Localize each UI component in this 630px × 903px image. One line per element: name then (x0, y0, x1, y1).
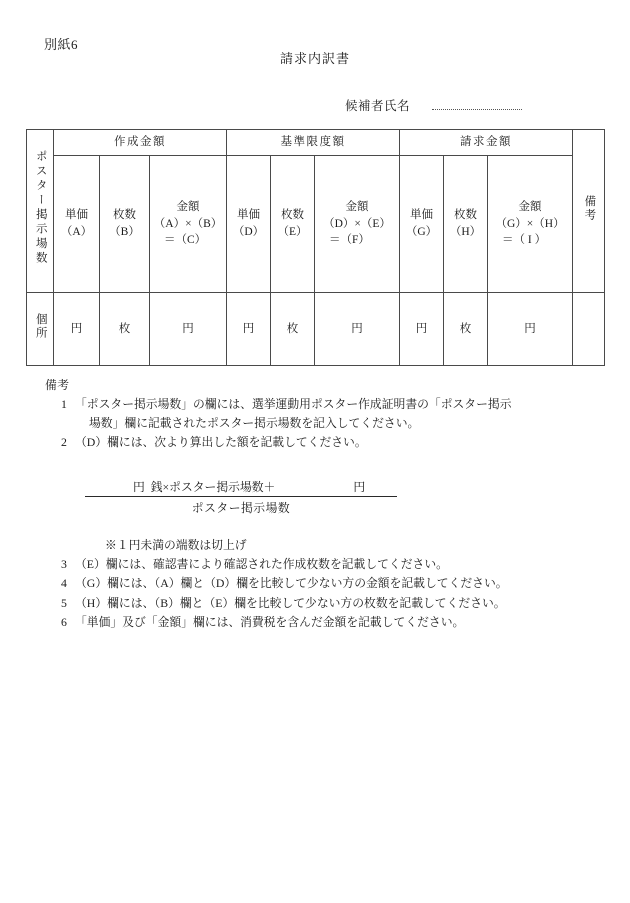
cell-amount-i[interactable]: 円 (488, 293, 573, 366)
row-header-poster-sites-label: ポスター掲示場数 (34, 150, 47, 267)
cell-sheets-e[interactable]: 枚 (271, 293, 315, 366)
subheader-amount-c-line1: 金額 (176, 200, 200, 213)
note-number-1: 1 (61, 397, 67, 412)
subheader-unit-price-d (227, 156, 271, 293)
subheader-sheets-b-line2: （B） (109, 226, 140, 238)
subheader-amount-c-line2: （A）×（B） (153, 217, 223, 230)
subheader-sheets-h-line2: （H） (449, 226, 482, 238)
note-text-2: （D）欄には、次より算出した額を記載してください。 (75, 434, 367, 449)
note-number-2: 2 (61, 434, 67, 449)
subheader-unit-price-a (54, 156, 100, 293)
subheader-sheets-b (100, 156, 150, 293)
column-header-remarks (573, 130, 605, 293)
group-header-claim-amount (400, 130, 573, 156)
formula-rounding-note: ※１円未満の端数は切上げ (105, 538, 247, 552)
calculation-formula (85, 478, 397, 516)
formula-sen-expression: 銭×ポスター掲示場数＋ (150, 480, 276, 494)
subheader-amount-c-line3: ＝（C） (164, 234, 207, 247)
note-number-4: 4 (61, 576, 67, 591)
subheader-sheets-e-line1: 枚数 (281, 209, 305, 222)
table-group-header-row (27, 130, 605, 156)
group-header-standard-limit (227, 130, 400, 156)
note-text-3: （E）欄には、確認書により確認された作成枚数を記載してください。 (75, 557, 448, 571)
cell-amount-c[interactable]: 円 (150, 293, 227, 366)
group-header-standard-limit-label: 基準限度額 (280, 136, 346, 149)
subheader-unit-price-a-line1: 単価 (65, 209, 88, 222)
subheader-unit-price-d-line2: （D） (232, 226, 265, 238)
subheader-unit-price-g-line2: （G） (405, 226, 438, 238)
note-number-6: 6 (61, 614, 67, 629)
group-header-creation-amount-label: 作成金額 (114, 136, 167, 149)
note-item-2 (45, 433, 605, 451)
group-header-claim-amount-label: 請求金額 (460, 136, 513, 149)
note-item-5 (45, 594, 605, 612)
subheader-amount-f-line3: ＝（F） (329, 234, 370, 247)
attachment-label: 別紙6 (44, 37, 79, 52)
subheader-amount-f (315, 156, 400, 293)
candidate-name-row (345, 96, 522, 114)
subheader-amount-f-line2: （D）×（E） (323, 217, 391, 230)
cell-poster-sites-unit[interactable] (27, 293, 54, 366)
formula-numerator (85, 478, 397, 497)
candidate-name-input-line[interactable] (432, 98, 522, 110)
note-text-5: （H）欄には、（B）欄と（E）欄を比較して少ない方の枚数を記載してください。 (75, 595, 506, 610)
subheader-amount-i-line1: 金額 (518, 200, 542, 213)
subheader-amount-i (488, 156, 573, 293)
subheader-sheets-h (444, 156, 488, 293)
candidate-name-label: 候補者氏名 (345, 99, 411, 113)
cell-sheets-h[interactable]: 枚 (444, 293, 488, 366)
subheader-unit-price-g (400, 156, 444, 293)
page-title: 請求内訳書 (279, 51, 350, 66)
billing-breakdown-table (26, 129, 605, 366)
cell-unit-price-d[interactable]: 円 (227, 293, 271, 366)
note-text-4: （G）欄には、（A）欄と（D）欄を比較して少ない方の金額を記載してください。 (75, 576, 508, 591)
subheader-unit-price-a-line2: （A） (60, 226, 93, 238)
subheader-amount-i-line2: （G）×（H） (495, 217, 565, 230)
cell-amount-f[interactable]: 円 (315, 293, 400, 366)
note-number-3: 3 (61, 557, 67, 571)
subheader-unit-price-d-line1: 単価 (237, 209, 261, 222)
formula-denominator: ポスター掲示場数 (191, 501, 291, 515)
table-sub-header-row (27, 156, 605, 293)
cell-unit-price-a[interactable]: 円 (54, 293, 100, 366)
subheader-amount-i-line3: ＝（ I ） (502, 234, 547, 247)
subheader-unit-price-g-line1: 単価 (410, 209, 434, 222)
formula-tail-yen-unit: 円 (353, 480, 366, 494)
subheader-sheets-e (271, 156, 315, 293)
note-text-1-line2: 場数」欄に記載されたポスター掲示場数を記入してください。 (89, 415, 420, 430)
subheader-sheets-h-line1: 枚数 (454, 209, 478, 222)
note-item-3 (45, 555, 605, 573)
subheader-sheets-e-line2: （E） (277, 226, 308, 238)
note-item-1 (45, 395, 605, 432)
cell-unit-price-g[interactable]: 円 (400, 293, 444, 366)
notes-section-lower (45, 554, 605, 631)
group-header-creation-amount (54, 130, 227, 156)
note-text-6: 「単価」及び「金額」欄には、消費税を含んだ金額を記載してください。 (75, 614, 465, 629)
notes-section (45, 376, 605, 451)
note-number-5: 5 (61, 595, 67, 610)
subheader-sheets-b-line1: 枚数 (113, 209, 136, 222)
subheader-amount-f-line1: 金額 (345, 200, 369, 213)
formula-yen-unit: 円 (133, 480, 145, 494)
note-text-1-line1: 「ポスター掲示場数」の欄には、選挙運動用ポスター作成証明書の「ポスター掲示 (75, 397, 512, 412)
note-text-1 (75, 395, 605, 432)
row-header-poster-sites (27, 130, 54, 293)
cell-remarks[interactable] (573, 293, 605, 366)
table-row (27, 293, 605, 366)
cell-poster-sites-unit-label: 個所 (34, 312, 47, 340)
subheader-amount-c (150, 156, 227, 293)
note-item-4 (45, 574, 605, 592)
column-header-remarks-label: 備考 (583, 194, 596, 222)
notes-title: 備考 (45, 378, 70, 392)
cell-sheets-b[interactable]: 枚 (100, 293, 150, 366)
note-item-6 (45, 613, 605, 631)
